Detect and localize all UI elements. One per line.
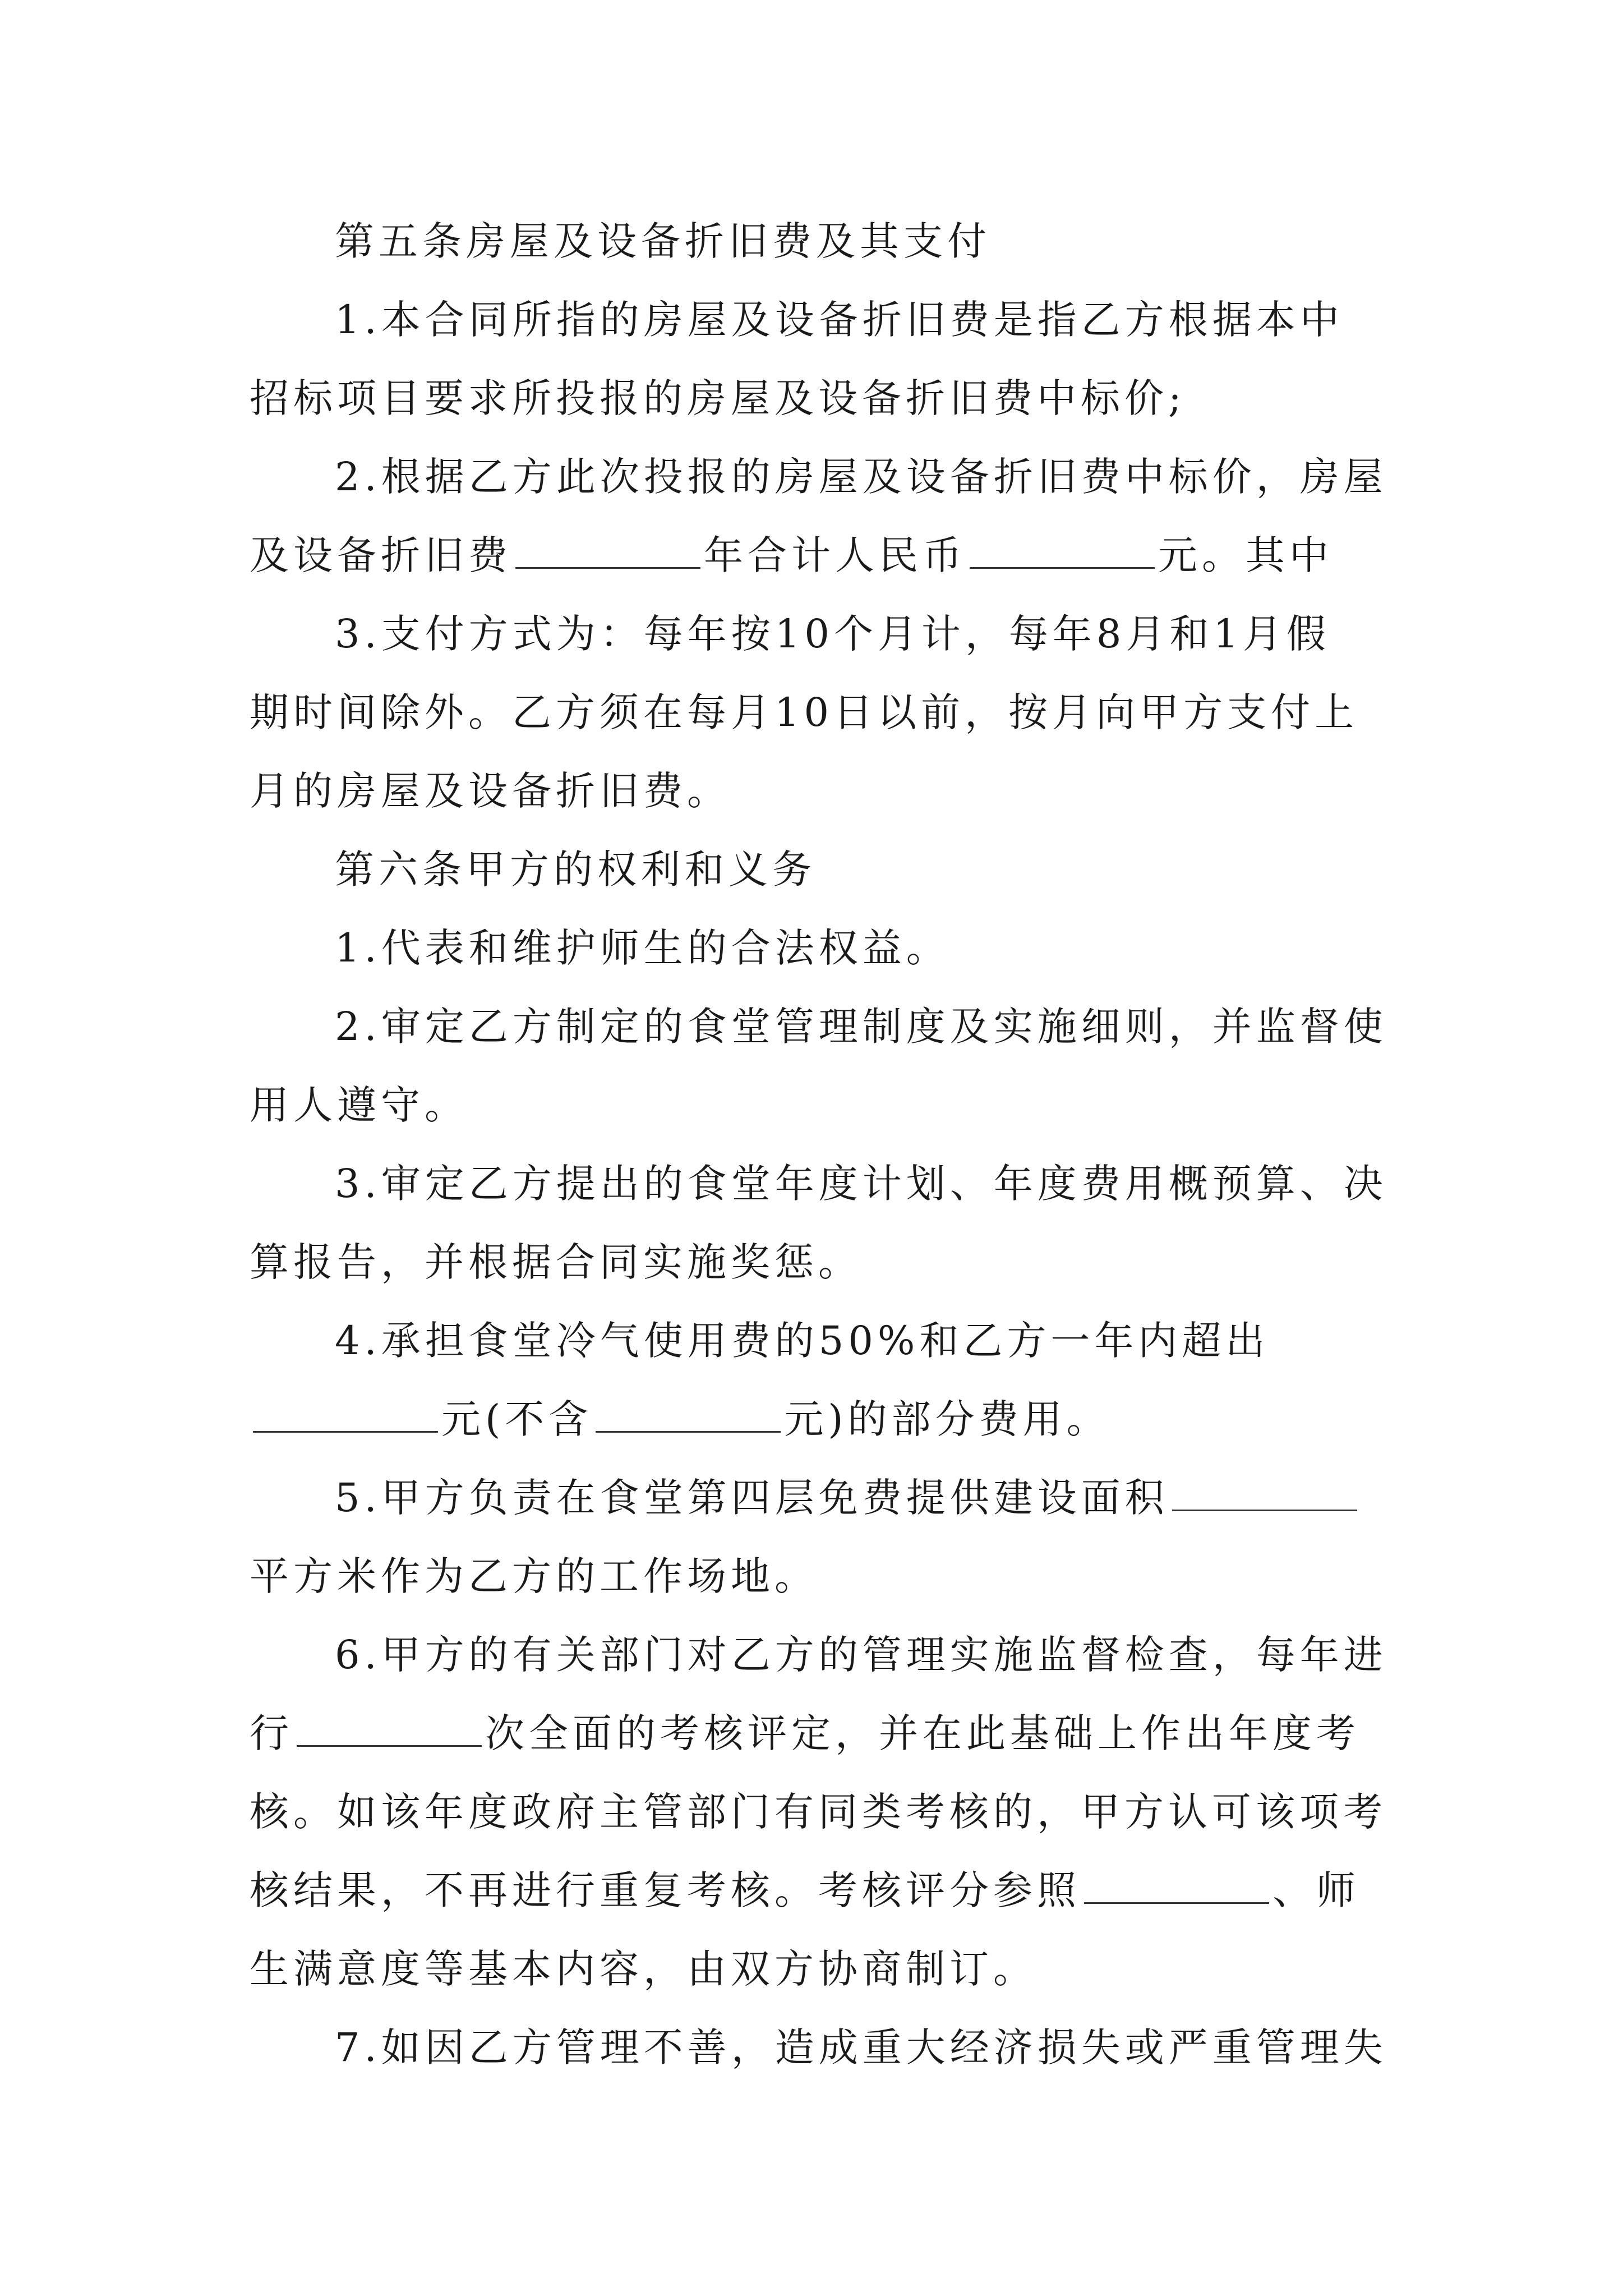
- article-5-clause-2-line-2: [250, 516, 1388, 595]
- article-5-clause-3-line-2: 期时间除外。乙方须在每月10日以前，按月向甲方支付上: [250, 689, 1359, 735]
- text-fragment: 元)的部分费用。: [784, 1396, 1110, 1442]
- article-6-clause-7-line-1: 7.如因乙方管理不善，造成重大经济损失或严重管理失: [335, 2024, 1387, 2070]
- article-6-clause-6-line-3: 核。如该年度政府主管部门有同类考核的，甲方认可该项考: [250, 1789, 1387, 1835]
- article-6-clause-3-line-2: 算报告，并根据合同实施奖惩。: [250, 1239, 862, 1285]
- article-6-clause-4-line-1: 4.承担食堂冷气使用费的50%和乙方一年内超出: [335, 1318, 1270, 1364]
- text-fragment: 年合计人民币: [704, 532, 966, 578]
- text-fragment: 元。其中: [1158, 532, 1333, 578]
- fill-in-blank[interactable]: [515, 535, 700, 569]
- fill-in-blank[interactable]: [297, 1713, 482, 1747]
- article-6-clause-5-line-2: 平方米作为乙方的工作场地。: [250, 1553, 818, 1599]
- document-body: [250, 202, 1388, 2087]
- article-6-clause-6-line-2: [250, 1694, 1388, 1773]
- text-fragment: 核结果，不再进行重复考核。考核评分参照: [250, 1867, 1081, 1913]
- fill-in-blank[interactable]: [253, 1398, 438, 1433]
- article-6-heading: 第六条甲方的权利和义务: [335, 846, 816, 892]
- article-6-clause-5-line-1: [250, 1458, 1388, 1537]
- article-6-clause-6-line-1: 6.甲方的有关部门对乙方的管理实施监督检查，每年进: [335, 1632, 1387, 1678]
- article-6-clause-6-line-5: 生满意度等基本内容，由双方协商制订。: [250, 1946, 1037, 1992]
- article-6-clause-6-line-4: [250, 1851, 1388, 1930]
- article-5-clause-3-line-3: 月的房屋及设备折旧费。: [250, 768, 731, 814]
- article-5-clause-2-line-1: 2.根据乙方此次投报的房屋及设备折旧费中标价，房屋: [335, 454, 1387, 500]
- article-6-clause-1: 1.代表和维护师生的合法权益。: [335, 925, 950, 971]
- fill-in-blank[interactable]: [970, 535, 1155, 569]
- fill-in-blank[interactable]: [596, 1398, 781, 1433]
- text-fragment: 次全面的考核评定，并在此基础上作出年度考: [485, 1710, 1360, 1756]
- fill-in-blank[interactable]: [1084, 1870, 1269, 1904]
- fill-in-blank[interactable]: [1172, 1477, 1357, 1511]
- text-fragment: 元(不含: [441, 1396, 593, 1442]
- text-fragment: 5.甲方负责在食堂第四层免费提供建设面积: [335, 1475, 1169, 1521]
- article-5-clause-3-line-1: 3.支付方式为：每年按10个月计，每年8月和1月假: [335, 611, 1330, 657]
- text-fragment: 行: [250, 1710, 293, 1756]
- text-fragment: 及设备折旧费: [250, 532, 512, 578]
- article-6-clause-4-line-2: [250, 1380, 1388, 1458]
- article-5-heading: 第五条房屋及设备折旧费及其支付: [335, 218, 991, 264]
- text-fragment: 、师: [1272, 1867, 1360, 1913]
- article-6-clause-2-line-1: 2.审定乙方制定的食堂管理制度及实施细则，并监督使: [335, 1004, 1387, 1050]
- article-5-clause-1-line-2: 招标项目要求所投报的房屋及设备折旧费中标价;: [250, 375, 1186, 421]
- article-5-clause-1-line-1: 1.本合同所指的房屋及设备折旧费是指乙方根据本中: [335, 297, 1344, 343]
- article-6-clause-2-line-2: 用人遵守。: [250, 1082, 468, 1128]
- article-6-clause-3-line-1: 3.审定乙方提出的食堂年度计划、年度费用概预算、决: [335, 1161, 1387, 1207]
